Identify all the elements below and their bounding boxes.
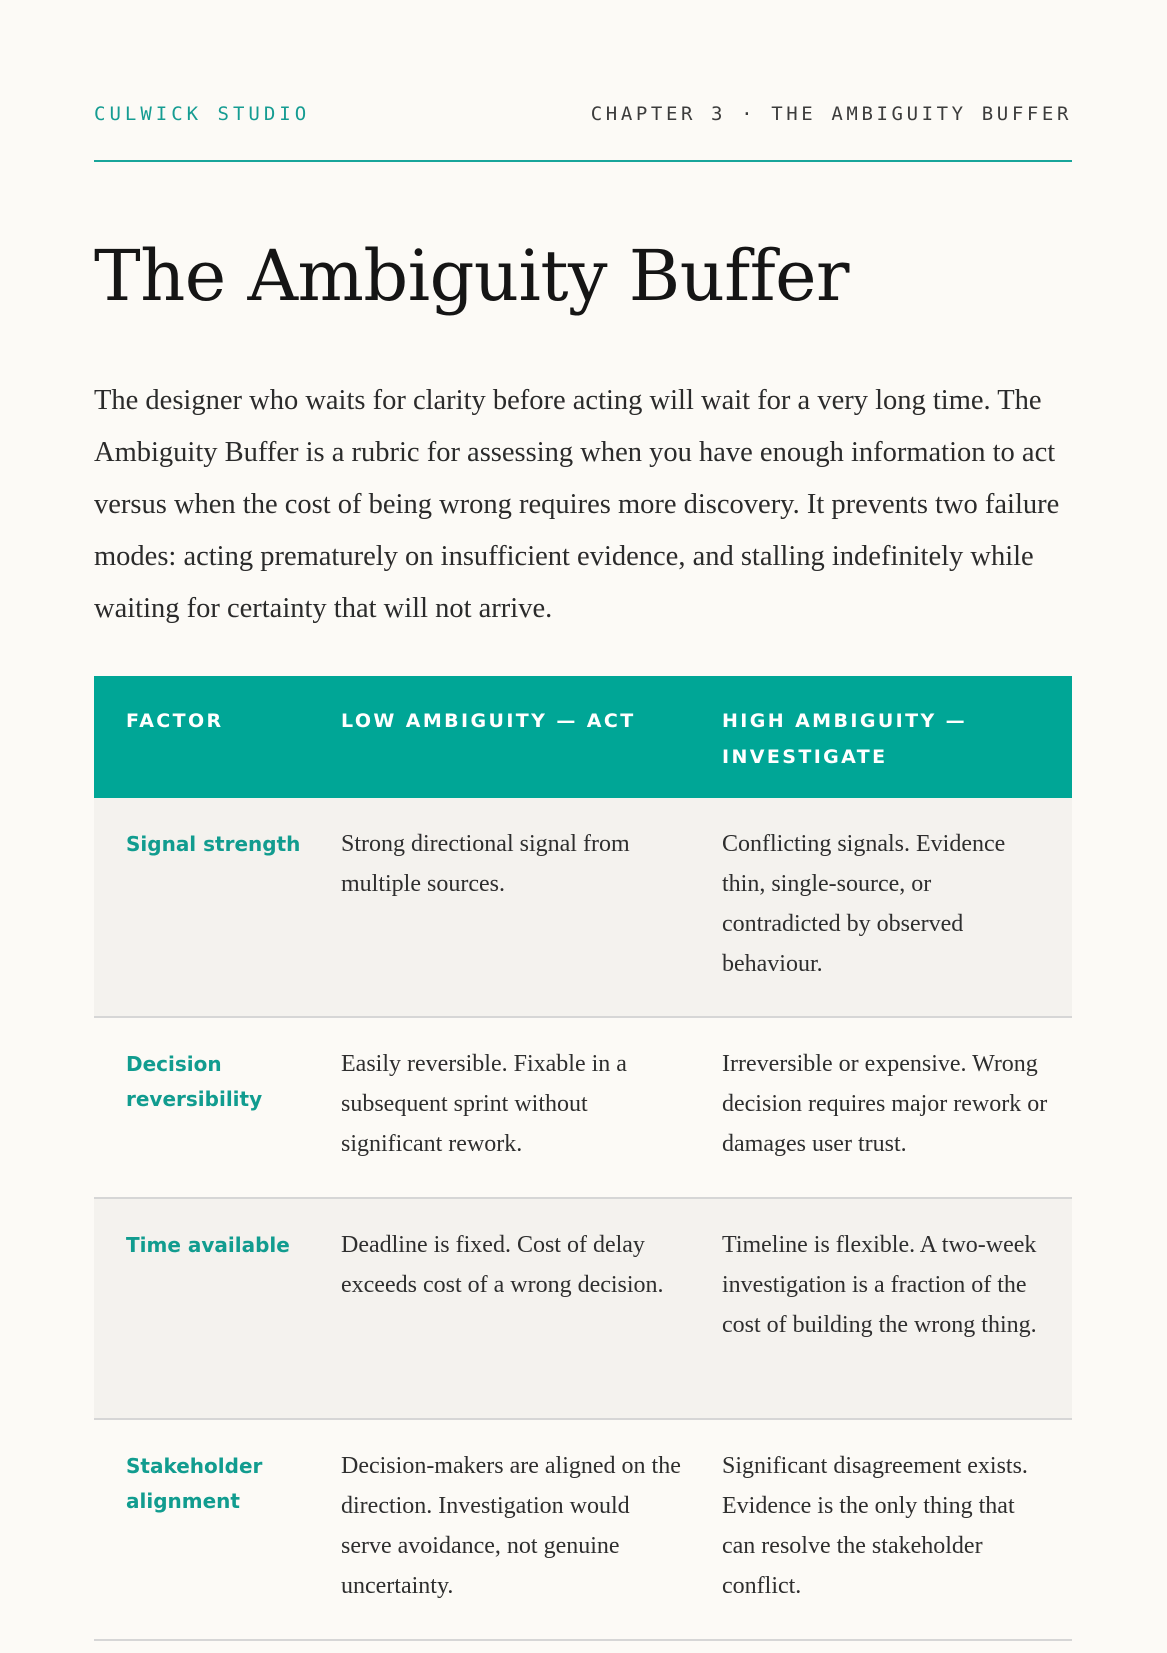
high-ambiguity-cell: Irreversible or expensive. Wrong decision requires major rework or damages user trust. [722,1051,1048,1157]
factor-label: Stakeholder alignment [126,1454,263,1513]
page-title: The Ambiguity Buffer [94,235,850,317]
low-ambiguity-cell: Deadline is fixed. Cost of delay exceeds cost of a wrong decision. [341,1232,664,1298]
table-row [94,798,1072,1018]
table-row [94,1018,1072,1199]
table-row [94,1420,1072,1641]
low-ambiguity-cell: Easily reversible. Fixable in a subsequent sprint without significant rework. [341,1051,627,1157]
table-row [94,1199,1072,1420]
high-ambiguity-cell: Conflicting signals. Evidence thin, single-source, or contradicted by observed behaviour. [722,831,1006,977]
factor-label: Time available [126,1233,290,1257]
header-factor: FACTOR [126,710,224,732]
document-page [94,0,1072,1599]
page-header [94,0,1072,162]
header-low-ambiguity: LOW AMBIGUITY — ACT [341,710,636,732]
brand-name: CULWICK STUDIO [94,103,311,125]
header-high-ambiguity: HIGH AMBIGUITY — INVESTIGATE [722,710,968,768]
high-ambiguity-cell: Significant disagreement exists. Evidence is the only thing that can resolve the stakeholder conflict. [722,1453,1028,1599]
high-ambiguity-cell: Timeline is flexible. A two-week investigation is a fraction of the cost of building the wrong thing. [722,1232,1037,1338]
factor-label: Decision reversibility [126,1052,263,1111]
low-ambiguity-cell: Decision-makers are aligned on the direction. Investigation would serve avoidance, not genuine uncertainty. [341,1453,681,1599]
intro-paragraph: The designer who waits for clarity before acting will wait for a very long time. The Ambiguity Buffer is a rubric for assessing when you have enough information to act versus when the cost of being wrong requires more discovery. It prevents two failure modes: acting prematurely on insufficient evidence, and stalling indefinitely while waiting for certainty that will not arrive. [94,385,1060,624]
ambiguity-rubric-table [94,676,1072,1641]
factor-label: Signal strength [126,832,301,856]
chapter-label: CHAPTER 3 · THE AMBIGUITY BUFFER [590,103,1072,125]
low-ambiguity-cell: Strong directional signal from multiple sources. [341,831,630,897]
table-header [94,676,1072,798]
